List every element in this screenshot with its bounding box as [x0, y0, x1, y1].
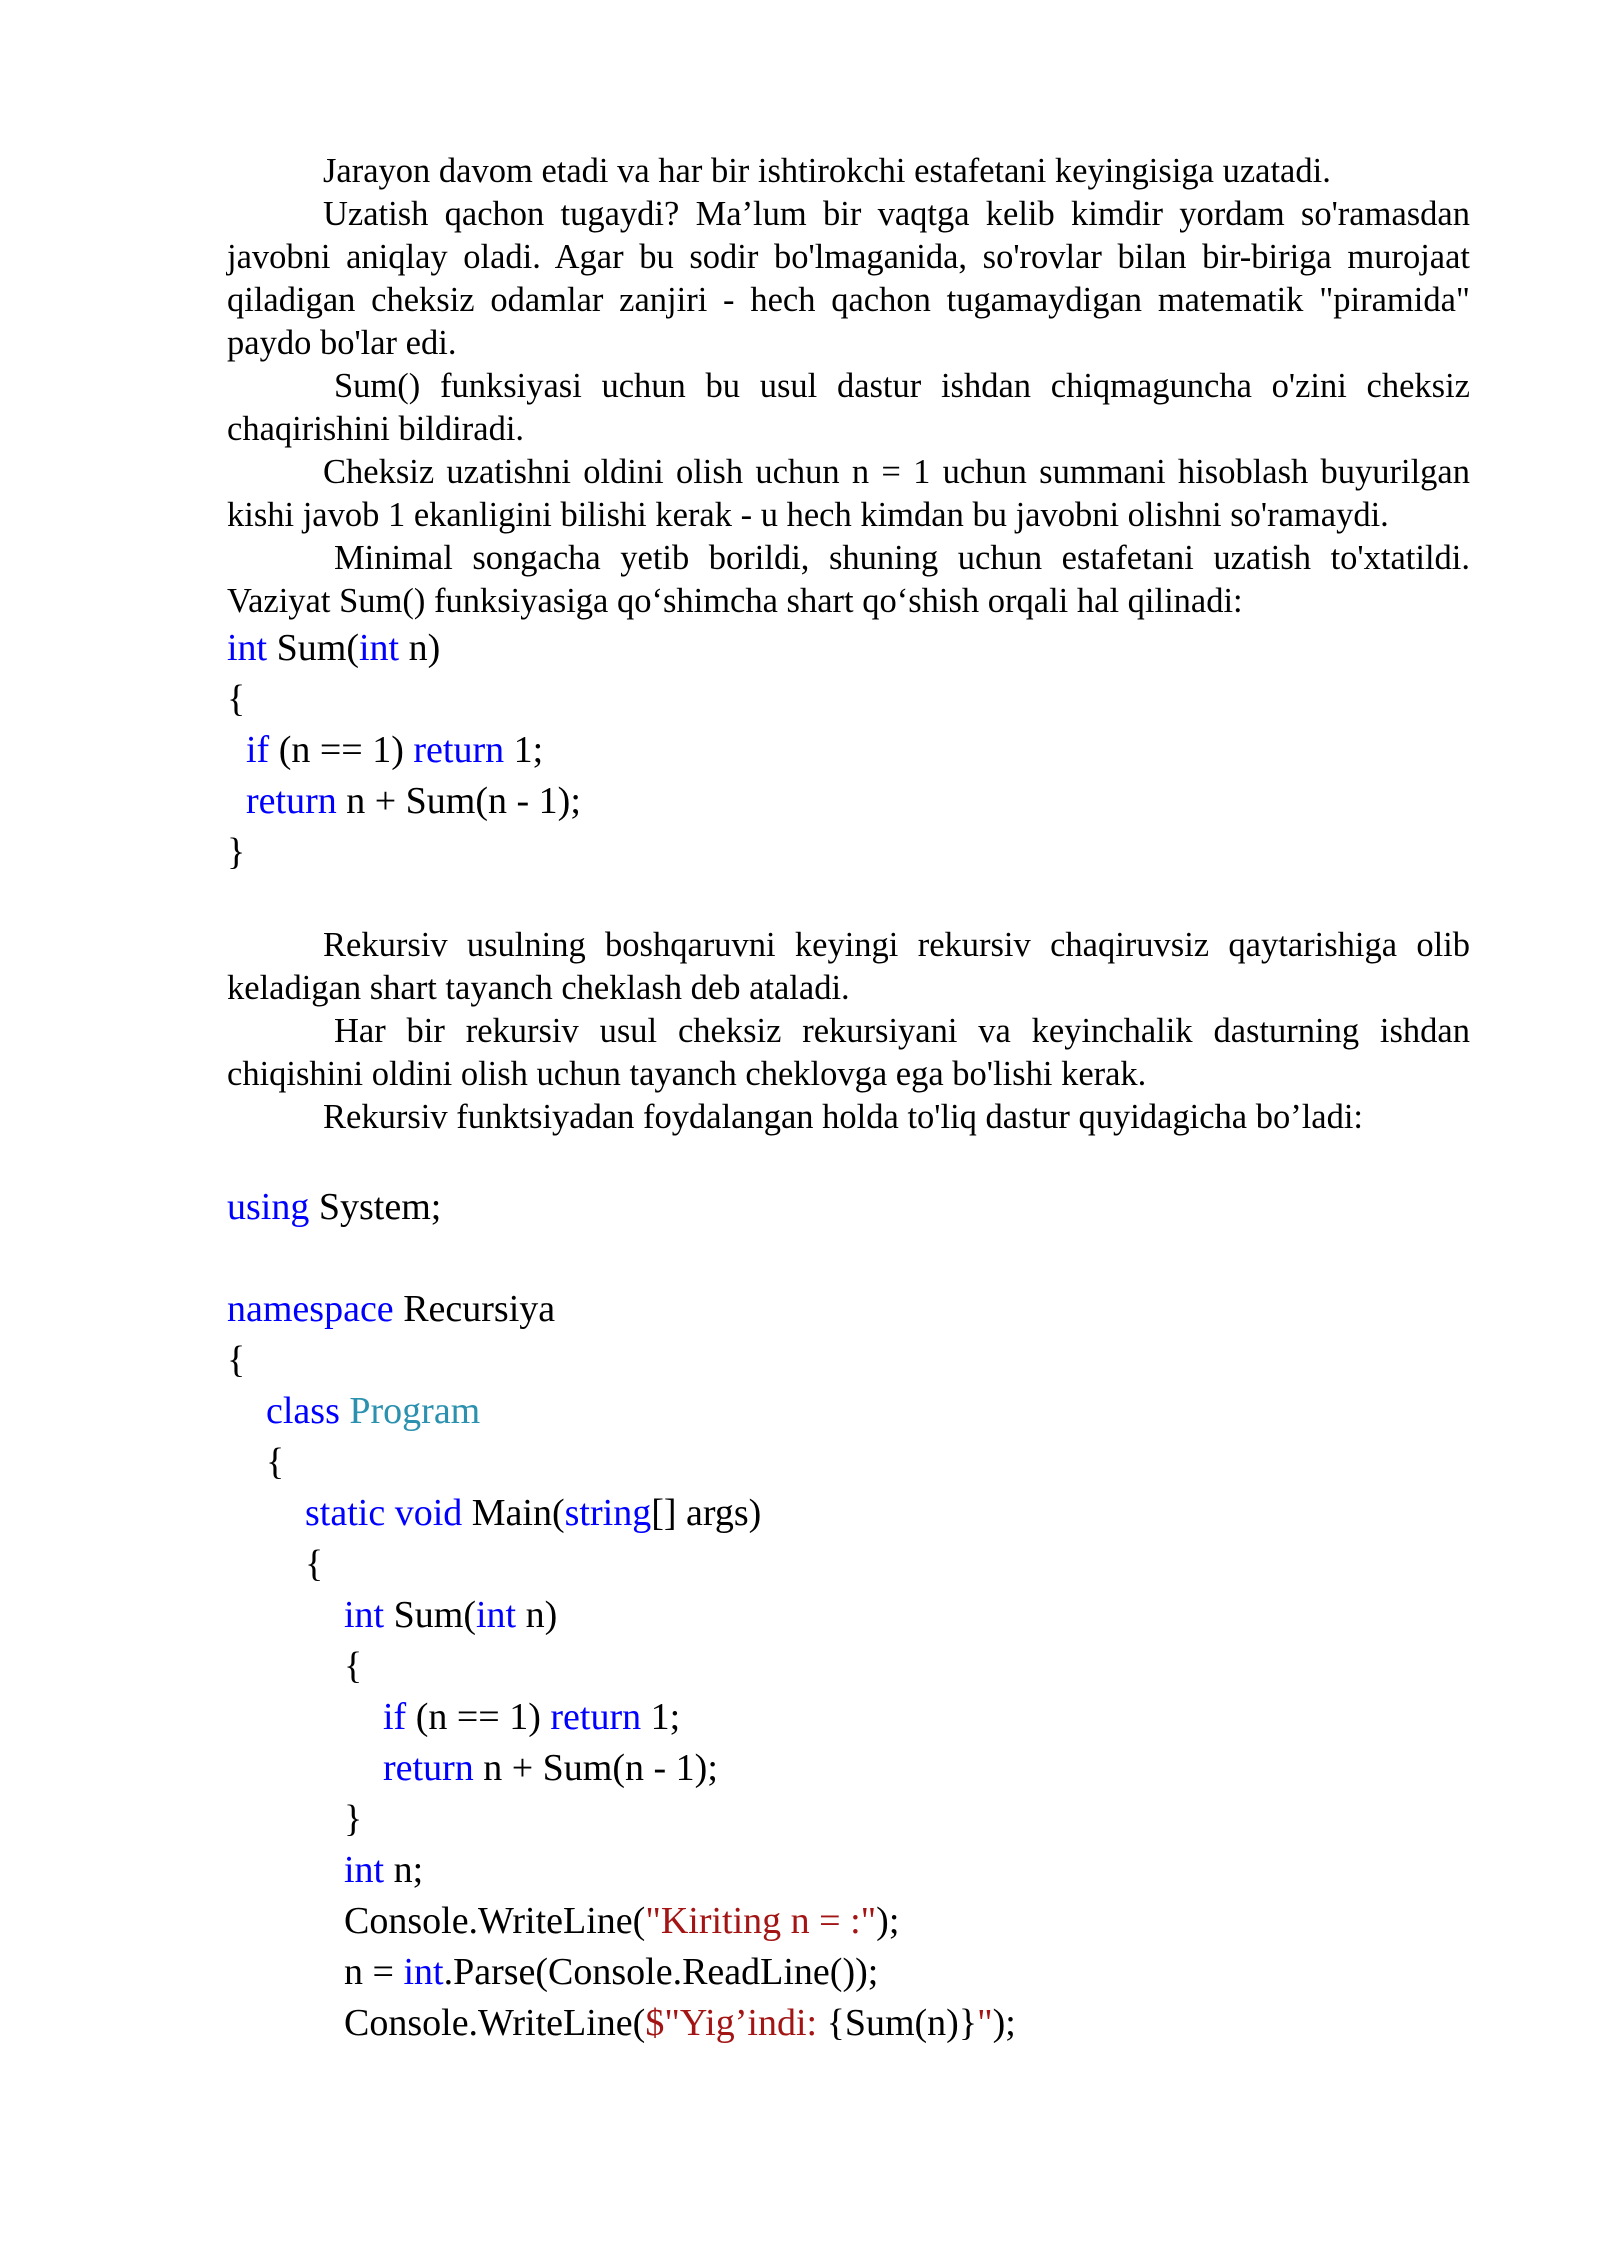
spacer	[227, 1139, 1470, 1182]
code-line: if (n == 1) return 1;	[383, 1696, 681, 1738]
code-line: int n;	[344, 1849, 424, 1891]
code-line: {	[305, 1543, 324, 1585]
code-line: n = int.Parse(Console.ReadLine());	[344, 1951, 879, 1993]
code-line: namespace Recursiya	[227, 1288, 556, 1330]
code-line: {	[227, 678, 246, 720]
code-line: {	[266, 1441, 285, 1483]
paragraph-6: Rekursiv usulning boshqaruvni keyingi rekursiv chaqiruvsiz qaytarishiga olib keladigan shart tayanch cheklash deb ataladi.	[227, 926, 1470, 1007]
code-line: {	[227, 1339, 246, 1381]
code-line: return n + Sum(n - 1);	[383, 1747, 718, 1789]
spacer	[227, 1233, 1470, 1284]
paragraph-5: Minimal songacha yetib borildi, shuning uchun estafetani uzatish to'xtatildi. Vaziyat Sum() funksiyasiga qo‘shimcha shart qo‘shish orqali hal qilinadi:	[227, 539, 1470, 620]
code-line: class Program	[266, 1390, 481, 1432]
paragraph-2: Uzatish qachon tugaydi? Ma’lum bir vaqtga kelib kimdir yordam so'ramasdan javobni aniqlay oladi. Agar bu sodir bo'lmaganida, so'rovlar bilan bir-biriga murojaat qiladigan cheksiz odamlar zanjiri - hech qachon tugamaydigan matematik "piramida" paydo bo'lar edi.	[227, 195, 1470, 362]
code-line: {	[344, 1645, 363, 1687]
code-line: return n + Sum(n - 1);	[246, 780, 581, 822]
paragraph-1: Jarayon davom etadi va har bir ishtirokchi estafetani keyingisiga uzatadi.	[323, 152, 1331, 190]
code-line: if (n == 1) return 1;	[246, 729, 544, 771]
code-line: using System;	[227, 1186, 442, 1228]
code-line: Console.WriteLine($"Yig’indi: {Sum(n)}");	[344, 2002, 1016, 2044]
paragraph-8: Rekursiv funktsiyadan foydalangan holda to'liq dastur quyidagicha bo’ladi:	[323, 1098, 1364, 1136]
code-line: static void Main(string[] args)	[305, 1492, 762, 1534]
paragraph-7: Har bir rekursiv usul cheksiz rekursiyani va keyinchalik dasturning ishdan chiqishini oldini olish uchun tayanch cheklovga ega bo'lishi kerak.	[227, 1012, 1470, 1093]
paragraph-4: Cheksiz uzatishni oldini olish uchun n = 1 uchun summani hisoblash buyurilgan kishi javob 1 ekanligini bilishi kerak - u hech kimdan bu javobni olishni so'ramaydi.	[227, 453, 1470, 534]
spacer	[227, 878, 1470, 924]
code-line: int Sum(int n)	[227, 627, 441, 669]
code-block-program	[227, 1182, 1470, 2049]
code-line: int Sum(int n)	[344, 1594, 558, 1636]
document-page	[227, 150, 1470, 2049]
code-line: Console.WriteLine("Kiriting n = :");	[344, 1900, 900, 1942]
code-block-sum	[227, 623, 1470, 878]
code-line: }	[344, 1798, 363, 1840]
code-line: }	[227, 831, 246, 873]
paragraph-3: Sum() funksiyasi uchun bu usul dastur ishdan chiqmaguncha o'zini cheksiz chaqirishini bildiradi.	[227, 367, 1470, 448]
